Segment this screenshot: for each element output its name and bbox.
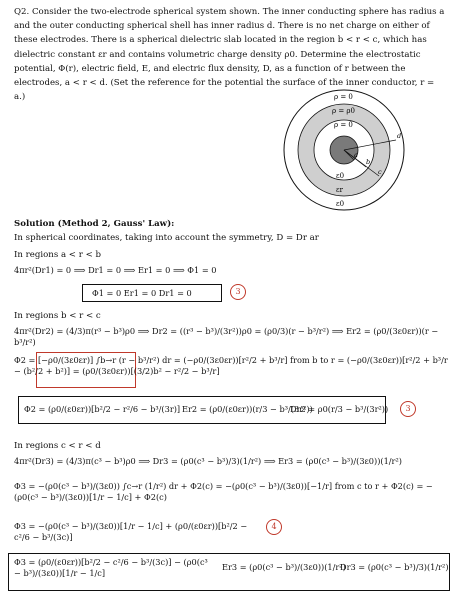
concentric-spheres-figure	[276, 86, 426, 218]
label-eps-r: εr	[336, 186, 343, 194]
region2-gauss: 4πr²(Dr2) = (4/3)π(r³ − b³)ρ0 ⟹ Dr2 = ((r³ − b³)/(3r²))ρ0 = (ρ0/3)(r − b³/r²) ⟹ Er2 = (ρ0/(3ε0εr))(r − b³/r²)	[14, 326, 439, 347]
region2-result-d: Dr2 = ρ0(r/3 − b³/(3r²))	[290, 404, 389, 414]
region3-heading: In regions c < r < d	[14, 441, 101, 451]
region2-integral: Φ2 = [−ρ0/(3ε0εr)] ∫b→r (r − b³/r²) dr = (−ρ0/(3ε0εr))[r²/2 + b³/r] from b to r = (−ρ0/(3ε0εr))[r²/2 + b³/r − (b²/2 + b²)] = (ρ0/(3ε0εr))[(3/2)b² − r²/2 − b³/r]	[14, 355, 448, 376]
region2-result-e: Er2 = (ρ0/(ε0εr))(r/3 − b³/(3r²))	[182, 404, 313, 414]
label-rho-outer: ρ = 0	[334, 93, 353, 101]
label-rho-mid: ρ = ρ0	[332, 107, 355, 115]
region2-heading: In regions b < r < c	[14, 311, 101, 321]
region3-gauss: 4πr²(Dr3) = (4/3)π(c³ − b³)ρ0 ⟹ Dr3 = (ρ0(c³ − b³)/3)(1/r²) ⟹ Er3 = (ρ0(c³ − b³)/(3ε0))(1/r²)	[14, 456, 402, 466]
question-text: Q2. Consider the two-electrode spherical system shown. The inner conducting sphere has radius a and the outer conducting spherical shell has inner radius d. There is no net charge on either of these electrodes. There is a spherical dielectric slab located in the region b < r < c, which has dielectric constant εr and contains volumetric charge density ρ0. Determine the electrostatic potential, Φ(r), electric field, E, and electric flux density, D, as a function of r between the electrodes, a < r < d. (Set the reference for the potential the surface of the inner conductor, r = a.)	[14, 7, 445, 103]
region3-integral: Φ3 = −(ρ0(c³ − b³)/(3ε0)) ∫c→r (1/r²) dr + Φ2(c) = −(ρ0(c³ − b³)/(3ε0))[−1/r] from c to r + Φ2(c) = −(ρ0(c³ − b³)/(3ε0))[1/r − 1/c] + Φ2(c)	[14, 481, 433, 502]
label-a: a	[354, 151, 358, 159]
region3-result-d: Dr3 = (ρ0(c³ − b³)/3)(1/r²)	[340, 562, 449, 572]
region2-result-phi: Φ2 = (ρ0/(ε0εr))[b²/2 − r²/6 − b³/(3r)]	[24, 404, 181, 414]
region1-gauss: 4πr²(Dr1) = 0 ⟹ Dr1 = 0 ⟹ Er1 = 0 ⟹ Φ1 = 0	[14, 265, 217, 275]
label-b: b	[366, 158, 371, 166]
region3-result-e: Er3 = (ρ0(c³ − b³)/(3ε0))(1/r²)	[222, 562, 346, 572]
label-eps-outer: ε0	[336, 200, 345, 208]
region1-result: Φ1 = 0 Er1 = 0 Dr1 = 0	[92, 288, 192, 298]
region3-expanded: Φ3 = −(ρ0(c³ − b³)/(3ε0))[1/r − 1/c] + (ρ0/(ε0εr))[b²/2 − c²/6 − b³/(3c)]	[14, 521, 248, 542]
score-marker-region3: 4	[266, 519, 282, 535]
label-eps-inner: ε0	[336, 172, 345, 180]
score-marker-region1: 3	[230, 284, 246, 300]
region1-heading: In regions a < r < b	[14, 250, 102, 260]
label-c: c	[378, 168, 382, 176]
label-rho-inner: ρ = 0	[334, 121, 353, 129]
score-marker-region2: 3	[400, 401, 416, 417]
solution-title: Solution (Method 2, Gauss' Law):	[14, 219, 175, 229]
symmetry-statement: In spherical coordinates, taking into account the symmetry, D = Dr ar	[14, 233, 319, 243]
region3-result-phi: Φ3 = (ρ0/(ε0εr))[b²/2 − c²/6 − b³/(3c)] − (ρ0(c³ − b³)/(3ε0))[1/r − 1/c]	[14, 557, 208, 578]
label-d: d	[397, 132, 402, 140]
